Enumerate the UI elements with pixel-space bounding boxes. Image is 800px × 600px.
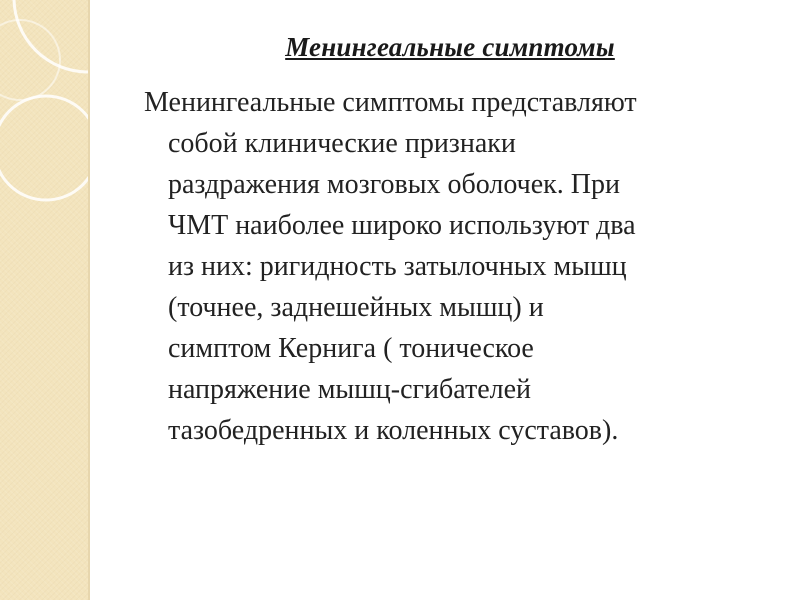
body-line: (точнее, заднешейных мышц) и xyxy=(168,292,544,323)
body-line: собой клинические признаки xyxy=(168,128,516,159)
body-line: раздражения мозговых оболочек. При xyxy=(168,169,620,200)
body-line: Менингеальные симптомы представляют xyxy=(144,87,637,118)
decorative-rings xyxy=(0,0,88,600)
side-panel-border xyxy=(88,0,90,600)
body-line: напряжение мышц-сгибателей xyxy=(168,374,532,405)
body-line: симптом Кернига ( тоническое xyxy=(168,333,534,364)
body-line: ЧМТ наиболее широко используют два xyxy=(168,210,636,241)
decorative-side-panel xyxy=(0,0,88,600)
slide-title: Менингеальные симптомы xyxy=(285,32,615,62)
body-line: из них: ригидность затылочных мышц xyxy=(168,251,627,282)
slide-body xyxy=(144,82,784,451)
body-line: тазобедренных и коленных суставов). xyxy=(168,415,619,446)
